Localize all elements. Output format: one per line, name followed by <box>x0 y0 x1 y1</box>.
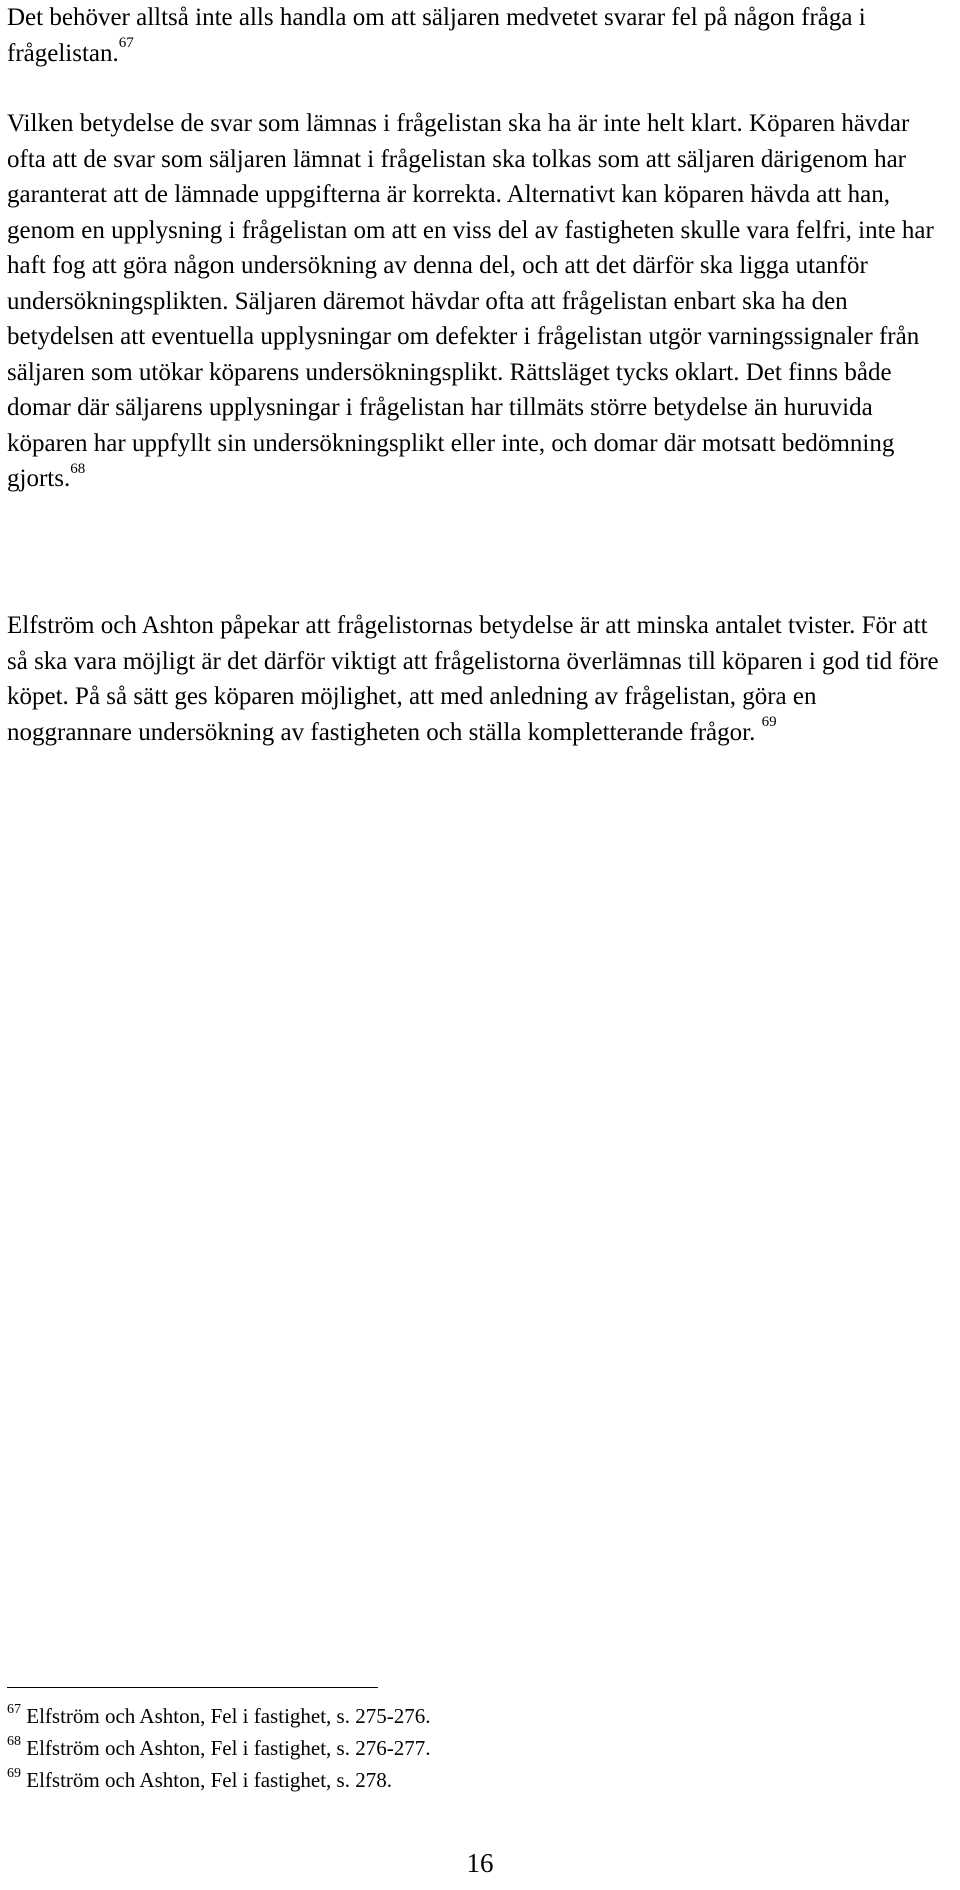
footnote-text: Elfström och Ashton, Fel i fastighet, s. 275-276. <box>26 1704 431 1728</box>
paragraph-3-text: Elfström och Ashton påpekar att frågelistornas betydelse är att minska antalet tvister. För att så ska vara möjligt är det därför viktigt att frågelistorna överlämnas till köparen i god tid före köpet. På så sätt ges köparen möjlighet, att med anledning av frågelistan, göra en noggrannare undersökning av fastigheten och ställa kompletterande frågor. <box>7 612 939 746</box>
footnote-number: 68 <box>7 1734 21 1749</box>
footnotes <box>7 1700 907 1796</box>
paragraph-3 <box>7 608 947 750</box>
footnote-ref-67: 67 <box>118 35 134 52</box>
footnote-68 <box>7 1732 907 1764</box>
page-number: 16 <box>466 1848 494 1878</box>
footnote-ref-68: 68 <box>70 460 86 477</box>
footnote-text: Elfström och Ashton, Fel i fastighet, s. 278. <box>26 1768 392 1792</box>
footnote-67 <box>7 1700 907 1732</box>
paragraph-2-text: Vilken betydelse de svar som lämnas i frågelistan ska ha är inte helt klart. Köparen hävdar ofta att de svar som säljaren lämnat i frågelistan ska tolkas som att säljaren därigenom har garanterat att de lämnade uppgifterna är korrekta. Alternativt kan köparen hävda att han, genom en upplysning i frågelistan om att en viss del av fastigheten skulle vara felfri, inte har haft fog att göra någon undersökning av denna del, och att det därför ska ligga utanför undersökningsplikten. Säljaren däremot hävdar ofta att frågelistan enbart ska ha den betydelsen att eventuella upplysningar om defekter i frågelistan utgör varningssignaler från säljaren som utökar köparens undersökningsplikt. Rättsläget tycks oklart. Det finns både domar där säljarens upplysningar i frågelistan har tillmäts större betydelse än huruvida köparen har uppfyllt sin undersökningsplikt eller inte, och domar där motsatt bedömning gjorts. <box>7 110 934 492</box>
footnote-69 <box>7 1764 907 1796</box>
footnote-number: 67 <box>7 1702 21 1717</box>
paragraph-1 <box>7 0 947 71</box>
footnote-number: 69 <box>7 1766 21 1781</box>
footnote-text: Elfström och Ashton, Fel i fastighet, s. 276-277. <box>26 1736 431 1760</box>
footnote-ref-69: 69 <box>761 714 777 731</box>
footnote-separator <box>7 1687 378 1688</box>
paragraph-1-text: Det behöver alltså inte alls handla om att säljaren medvetet svarar fel på någon fråga i frågelistan. <box>7 4 866 67</box>
paragraph-2 <box>7 106 947 497</box>
